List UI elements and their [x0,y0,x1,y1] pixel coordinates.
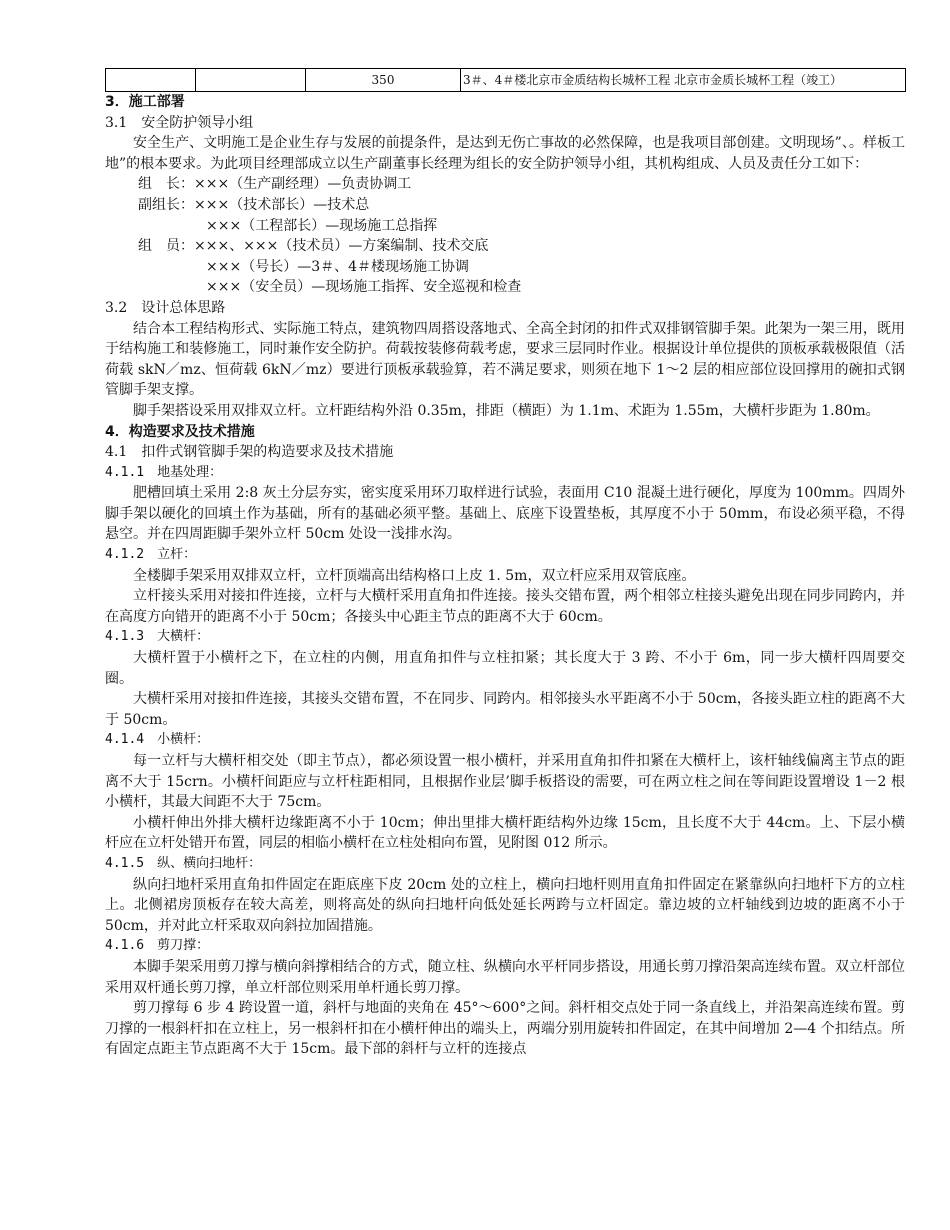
paragraph: 安全生产、文明施工是企业生存与发展的前提条件，是达到无伤亡事故的必然保障，也是我项目部创建。文明现场”、。样板工地”的根本要求。为此项目经理部成立以生产副董事长经理为组长的安全防护领导小组，其机构组成、人员及责任分工如下： [105,135,905,172]
section-heading: 4．构造要求及技术措施 [105,423,255,440]
role-line: 组 员：×××、×××（技术员）—方案编制、技术交底 [138,238,489,255]
section-heading: 3．施工部署 [105,94,185,110]
role-line: ×××（号长）—3＃、4＃楼现场施工协调 [206,258,470,275]
paragraph: 小横杆伸出外排大横杆边缘距离不小于 10cm；伸出里排大横杆距结构外边缘 15cm，且长度不大于 44cm。上、下层小横杆应在立杆处错开布置，同层的相临小横杆在立柱处相向布置，见附图 012 所示。 [105,814,905,852]
paragraph: 脚手架搭设采用双排双立杆。立杆距结构外沿 0.35m，排距（横距）为 1.1m、术距为 1.55m，大横杆步距为 1.80m。 [133,402,880,419]
paragraph: 肥槽回填土采用 2:8 灰土分层夯实，密实度采用环刀取样进行试验，表面用 C10 混凝土进行硬化，厚度为 100mm。四周外脚手架以硬化的回填土作为基础，所有的基础必须平整。基础上、底座下设置垫板，其厚度不小于 50mm，布设必须平稳，不得悬空。并在四周距脚手架外立杆 50cm 处设一浅排水沟。 [105,485,905,543]
subsection-heading: 4.1.6 剪刀撑： [105,938,210,954]
paragraph: 大横杆置于小横杆之下，在立柱的内侧，用直角扣件与立柱扣紧；其长度大于 3 跨、不小于 6m，同一步大横杆四周要交圈。 [105,650,905,687]
subsection-heading: 4.1 扣件式钢管脚手架的构造要求及技术措施 [105,444,394,461]
subsection-heading: 3.2 设计总体思路 [105,299,226,316]
paragraph: 大横杆采用对接扣件连接，其接头交错布置，不在同步、同跨内。相邻接头水平距离不小于 50cm，各接头距立柱的距离不大于 50cm。 [105,691,905,728]
paragraph: 立杆接头采用对接扣件连接，立杆与大横杆采用直角扣件连接。接头交错布置，两个相邻立柱接头避免出现在同步同跨内，并在高度方向错开的距离不小于 50cm；各接头中心距主节点的距离不大于 60cm。 [105,588,905,625]
subsection-heading: 4.1.5 纵、横向扫地杆： [105,855,262,871]
subsection-heading: 3.1 安全防护领导小组 [105,114,254,131]
table-cell [106,69,196,92]
table-cell [196,69,306,92]
subsection-heading: 4.1.2 立杆： [105,547,197,563]
role-line: ×××（安全员）—现场施工指挥、安全巡视和检查 [206,279,522,296]
header-table [105,68,906,92]
role-line: ×××（工程部长）—现场施工总指挥 [206,217,438,234]
paragraph: 剪刀撑每 6 步 4 跨设置一道，斜杆与地面的夹角在 45°～600°之间。斜杆相交点处于同一条直线上，并沿架高连续布置。剪刀撑的一根斜杆扣在立柱上，另一根斜杆扣在小横杆伸出的端头上，两端分别用旋转扣件固定，在其中间增加 2—4 个扣结点。所有固定点距主节点距离不大于 15cm。最下部的斜杆与立杆的连接点 [105,1000,905,1058]
paragraph: 全楼脚手架采用双排双立杆，立杆顶端高出结构格口上皮 1. 5m，双立杆应采用双管底座。 [133,567,696,584]
paragraph: 本脚手架采用剪刀撑与横向斜撑相结合的方式，随立柱、纵横向水平杆同步搭设，用通长剪刀撑沿架高连续布置。双立杆部位采用双杆通长剪刀撑，单立杆部位则采用单杆通长剪刀撑。 [105,958,905,996]
paragraph: 纵向扫地杆采用直角扣件固定在距底座下皮 20cm 处的立柱上，横向扫地杆则用直角扣件固定在紧靠纵向扫地杆下方的立柱上。北侧裙房顶板存在较大高差，则将高处的纵向扫地杆向低处延长两跨与立杆固定。靠边坡的立杆轴线到边坡的距离不小于 50cm，并对此立杆采取双向斜拉加固措施。 [105,876,905,934]
paragraph: 结合本工程结构形式、实际施工特点，建筑物四周搭设落地式、全高全封闭的扣件式双排钢管脚手架。此架为一架三用，既用于结构施工和装修施工，同时兼作安全防护。荷载按装修荷载考虑，要求三层同时作业。根据设计单位提供的顶板承载极限值（活荷载 skN／mz、恒荷载 6kN／mz）要进行顶板承载验算，若不满足要求，则须在地下 1～2 层的相应部位设回撑用的碗扣式钢管脚手架支撑。 [105,320,905,399]
table-cell: 350 [306,69,461,92]
role-line: 组 长：×××（生产副经理）—负责协调工 [138,176,412,193]
table-row [106,69,906,92]
paragraph: 每一立杆与大横杆相交处（即主节点），都必须设置一根小横杆，并采用直角扣件扣紧在大横杆上，该杆轴线偏离主节点的距离不大于 15crn。小横杆间距应与立杆柱距相同，且根据作业层’脚手板搭设的需要，可在两立柱之间在等间距设置增设 1－2 根小横杆，其最大间距不大于 75cm。 [105,753,905,811]
role-line: 副组长：×××（技术部长）—技术总 [138,196,370,213]
table-cell: 3＃、4＃楼北京市金质结构长城杯工程 北京市金质长城杯工程（竣工） [461,69,906,92]
subsection-heading: 4.1.3 大横杆： [105,629,210,645]
document-page [105,68,905,1060]
subsection-heading: 4.1.4 小横杆： [105,732,210,748]
subsection-heading: 4.1.1 地基处理： [105,464,223,480]
